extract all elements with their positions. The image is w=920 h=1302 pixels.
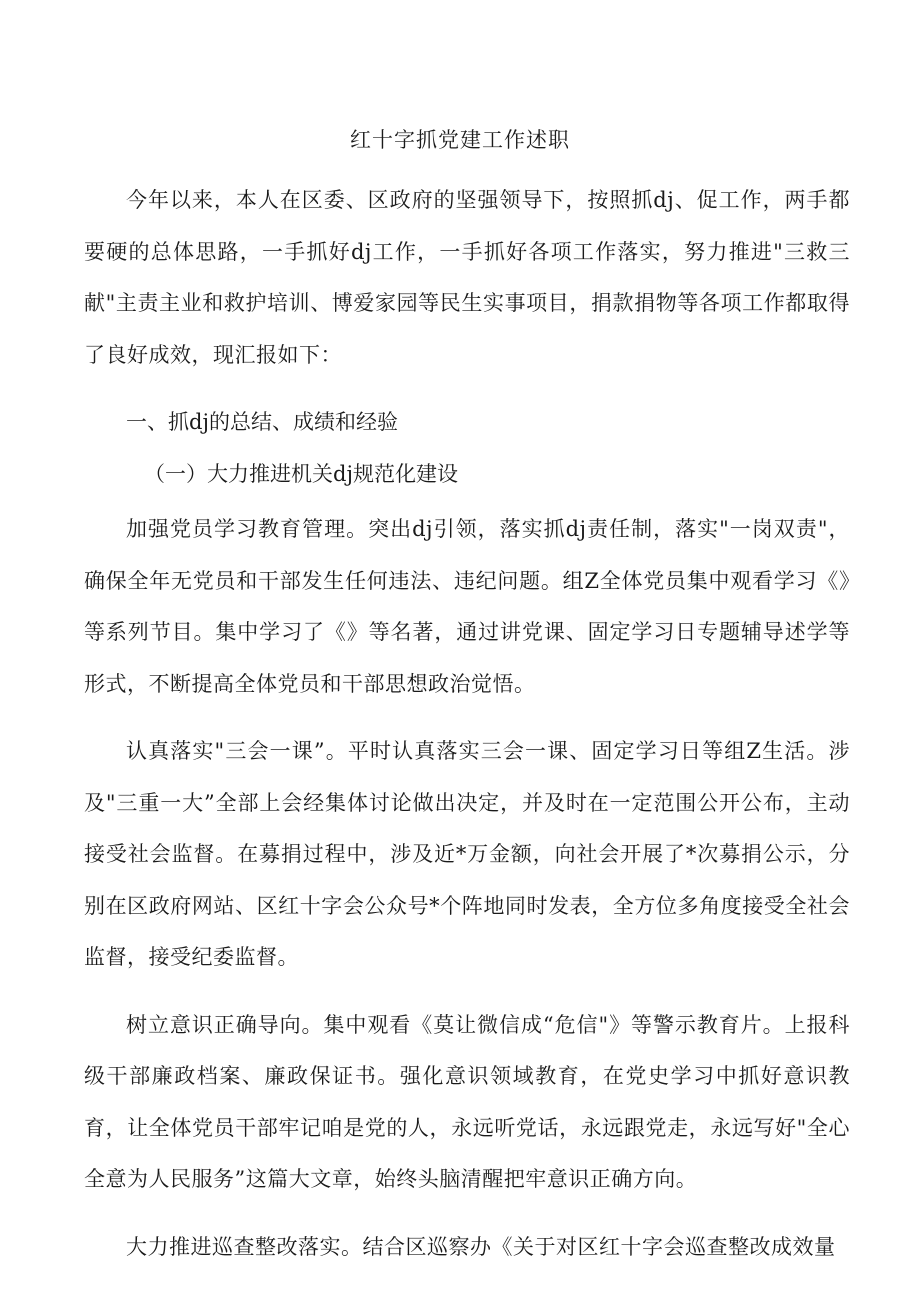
paragraph-three-meetings: 认真落实"三会一课”。平时认真落实三会一课、固定学习日等组Z生活。涉及"三重一大”全部上会经集体讨论做出决定，并及时在一定范围公开公布，主动接受社会监督。在募捐过程中，涉及近*万金额，向社会开展了*次募捐公示，分别在区政府网站、区红十字会公众号*个阵地同时发表，全方位多角度接受全社会监督，接受纪委监督。 [84, 739, 850, 969]
paragraph-inspection-rectification: 大力推进巡查整改落实。结合区巡察办《关于对区红十字会巡查整改成效量 [126, 1234, 836, 1259]
paragraph-study-education: 加强党员学习教育管理。突出dj引领，落实抓dj责任制，落实"一岗双责"，确保全年无党员和干部发生任何违法、违纪问题。组Z全体党员集中观看学习《》等系列节目。集中学习了《》等名著，通过讲党课、固定学习日专题辅导述学等形式，不断提高全体党员和干部思想政治觉悟。 [84, 517, 850, 696]
paragraph-ideology-guidance: 树立意识正确导向。集中观看《莫让微信成“危信"》等警示教育片。上报科级干部廉政档案、廉政保证书。强化意识领域教育，在党史学习中抓好意识教育，让全体党员干部牢记咱是党的人，永远听党话，永远跟党走，永远写好"全心全意为人民服务”这篇大文章，始终头脑清醒把牢意识正确方向。 [84, 1012, 850, 1191]
section-heading-1: 一、抓dj的总结、成绩和经验 [126, 410, 398, 434]
paragraph-intro: 今年以来，本人在区委、区政府的坚强领导下，按照抓dj、促工作，两手都要硬的总体思路，一手抓好dj工作，一手抓好各项工作落实，努力推进"三救三献"主责主业和救护培训、博爱家园等民生实事项目，捐款捐物等各项工作都取得了良好成效，现汇报如下： [84, 188, 850, 367]
document-body [84, 175, 850, 1273]
document-title: 红十字抓党建工作述职 [350, 128, 570, 152]
subsection-heading-1: （一）大力推进机关dj规范化建设 [144, 461, 458, 486]
